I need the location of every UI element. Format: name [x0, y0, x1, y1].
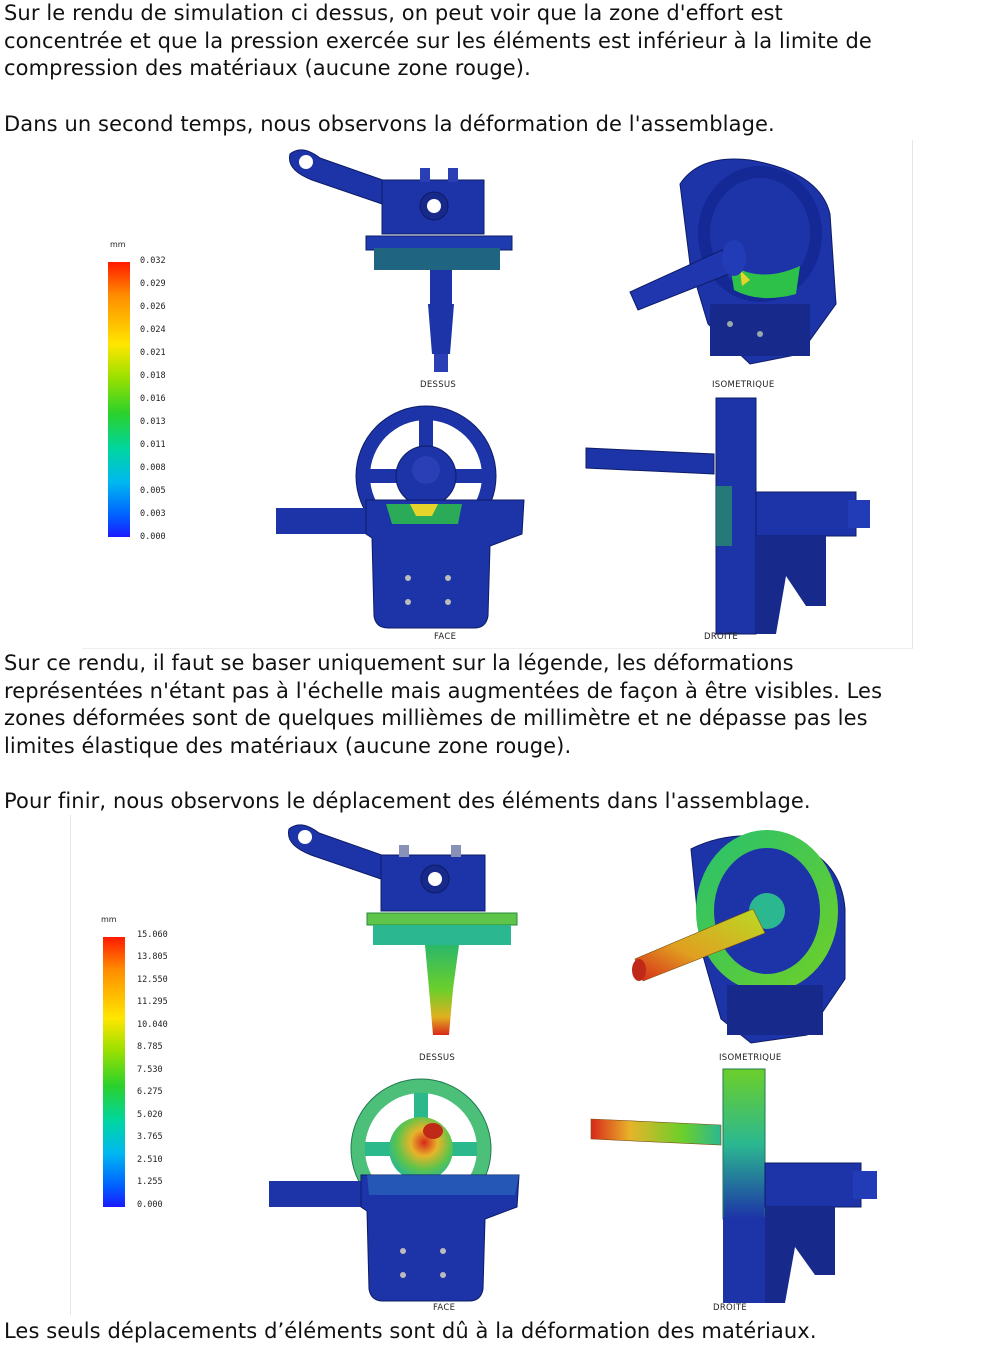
legend-tick: 0.016 [140, 394, 166, 404]
view-label: FACE [433, 1303, 456, 1313]
legend-tick: 0.018 [140, 371, 166, 381]
text-line: concentrée et que la pression exercée sur les éléments est inférieur à la limite de [4, 28, 872, 53]
legend-tick: 0.013 [140, 417, 166, 427]
deformation-simulation-figure [82, 140, 913, 649]
paragraph-intro [4, 0, 994, 83]
legend-tick: 0.024 [140, 325, 166, 335]
legend-tick: 1.255 [137, 1177, 163, 1187]
upright-part-side-view-icon [591, 1067, 885, 1307]
paragraph-second [4, 111, 994, 139]
legend-tick: 0.011 [140, 440, 166, 450]
legend-tick: 0.026 [140, 302, 166, 312]
text-line: compression des matériaux (aucune zone rouge). [4, 56, 531, 80]
legend-tick: 0.000 [140, 532, 166, 542]
displacement-simulation-figure [70, 815, 929, 1315]
legend-color-bar [108, 262, 130, 537]
paragraph-deformation-note [4, 650, 994, 760]
upright-part-top-view-icon [282, 144, 522, 379]
text-line: Dans un second temps, nous observons la déformation de l'assemblage. [4, 112, 775, 136]
upright-part-side-view-icon [586, 396, 876, 638]
view-label: ISOMETRIQUE [719, 1053, 782, 1063]
legend-tick: 0.029 [140, 279, 166, 289]
legend-tick: 5.020 [137, 1110, 163, 1120]
legend-tick: 0.000 [137, 1200, 163, 1210]
text-line: Sur le rendu de simulation ci dessus, on peut voir que la zone d'effort est [4, 1, 783, 25]
legend-tick: 2.510 [137, 1155, 163, 1165]
text-line: Les seuls déplacements d’éléments sont dû à la déformation des matériaux. [4, 1319, 817, 1343]
legend-tick: 0.003 [140, 509, 166, 519]
view-label: DROITE [713, 1303, 748, 1313]
legend-tick: 15.060 [137, 930, 168, 940]
text-line: Pour finir, nous observons le déplacement des éléments dans l'assemblage. [4, 789, 811, 813]
upright-part-front-view-icon [269, 1077, 525, 1309]
legend-tick: 10.040 [137, 1020, 168, 1030]
legend-tick: 7.530 [137, 1065, 163, 1075]
view-label: ISOMETRIQUE [712, 380, 775, 390]
text-line: représentées n'étant pas à l'échelle mais augmentées de façon à être visibles. Les [4, 678, 883, 703]
legend-tick: 12.550 [137, 975, 168, 985]
legend-tick: 13.805 [137, 952, 168, 962]
legend-unit: mm [110, 240, 126, 249]
view-label: DESSUS [420, 380, 457, 390]
upright-part-front-view-icon [276, 406, 530, 636]
text-line: Sur ce rendu, il faut se baser uniquement sur la légende, les déformations [4, 651, 794, 675]
text-line: limites élastique des matériaux (aucune zone rouge). [4, 733, 572, 758]
legend-tick: 3.765 [137, 1132, 163, 1142]
legend-tick: 8.785 [137, 1042, 163, 1052]
legend-tick: 0.008 [140, 463, 166, 473]
upright-part-top-view-icon [283, 819, 523, 1053]
legend-tick: 11.295 [137, 997, 168, 1007]
legend-unit: mm [101, 915, 117, 924]
legend-tick: 6.275 [137, 1087, 163, 1097]
legend-tick: 0.005 [140, 486, 166, 496]
view-label: FACE [434, 632, 457, 642]
paragraph-conclusion [4, 1318, 994, 1346]
view-label: DESSUS [419, 1053, 456, 1063]
paragraph-finally [4, 788, 994, 816]
view-label: DROITE [704, 632, 739, 642]
legend-color-bar [103, 937, 125, 1207]
legend-tick: 0.021 [140, 348, 166, 358]
upright-part-iso-view-icon [630, 154, 860, 374]
legend-tick: 0.032 [140, 256, 166, 266]
upright-part-iso-view-icon [631, 829, 863, 1051]
text-line: zones déformées sont de quelques millièmes de millimètre et ne dépasse pas les [4, 706, 868, 730]
